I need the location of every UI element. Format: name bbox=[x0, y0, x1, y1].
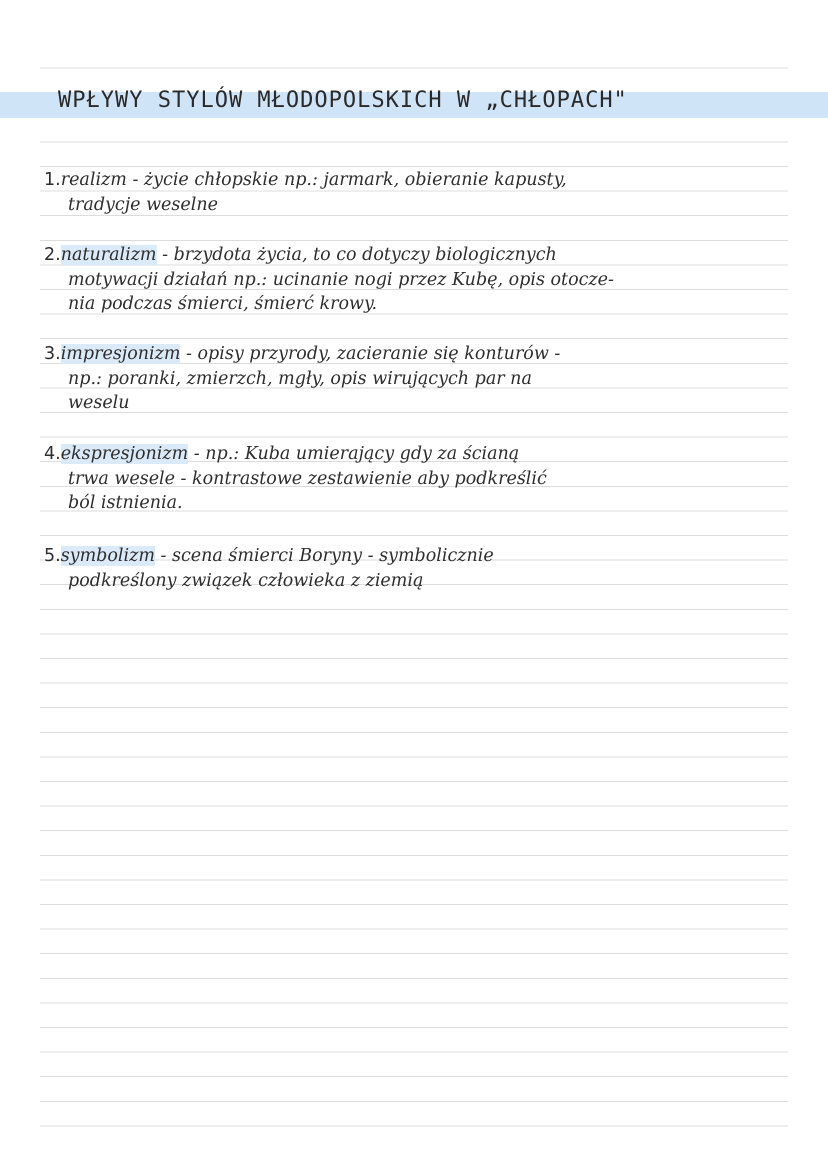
item-first-line bbox=[44, 442, 784, 467]
item-term: symbolizm bbox=[60, 546, 155, 566]
page-title: WPŁYWY STYLÓW MŁODOPOLSKICH W „CHŁOPACH" bbox=[58, 88, 628, 113]
item-text: - brzydota życia, to co dotyczy biologicznych bbox=[162, 245, 557, 265]
item-text: trwa wesele - kontrastowe zestawienie aby podkreślić bbox=[68, 468, 547, 489]
item-first-line bbox=[44, 168, 784, 193]
list-item-naturalizm bbox=[44, 243, 784, 317]
item-term: ekspresjonizm bbox=[60, 444, 189, 464]
item-first-line bbox=[44, 544, 784, 569]
item-number: 3. bbox=[44, 344, 61, 364]
item-term: naturalizm bbox=[60, 245, 157, 265]
item-text: weselu bbox=[68, 393, 130, 414]
item-text: - np.: Kuba umierający gdy za ścianą bbox=[193, 444, 520, 464]
page-top-margin bbox=[0, 0, 828, 66]
item-text: np.: poranki, zmierzch, mgły, opis wirujących par na bbox=[68, 368, 532, 389]
page-left-margin bbox=[0, 0, 40, 1171]
item-text: nia podczas śmierci, śmierć krowy. bbox=[68, 294, 378, 315]
item-term: realizm bbox=[60, 170, 127, 190]
item-number: 5. bbox=[44, 546, 61, 566]
item-term: impresjonizm bbox=[60, 344, 181, 364]
item-text: ból istnienia. bbox=[68, 493, 183, 514]
list-item-impresjonizm bbox=[44, 342, 784, 416]
item-number: 1. bbox=[44, 170, 61, 190]
list-item-ekspresjonizm bbox=[44, 442, 784, 516]
item-text: tradycje weselne bbox=[68, 194, 218, 215]
list-item-symbolizm bbox=[44, 544, 784, 593]
item-text: podkreślony związek człowieka z ziemią bbox=[68, 570, 424, 591]
page-right-margin bbox=[788, 0, 828, 1171]
item-text: - opisy przyrody, zacieranie się konturów - bbox=[186, 344, 561, 364]
page-bottom-margin bbox=[0, 1142, 828, 1171]
item-first-line bbox=[44, 342, 784, 367]
item-text: - życie chłopskie np.: jarmark, obieranie kapusty, bbox=[132, 170, 567, 190]
item-text: - scena śmierci Boryny - symbolicznie bbox=[160, 546, 494, 566]
item-number: 4. bbox=[44, 444, 61, 464]
item-first-line bbox=[44, 243, 784, 268]
item-text: motywacji działań np.: ucinanie nogi przez Kubę, opis otocze- bbox=[68, 269, 614, 290]
item-number: 2. bbox=[44, 245, 61, 265]
list-item-realizm bbox=[44, 168, 784, 217]
